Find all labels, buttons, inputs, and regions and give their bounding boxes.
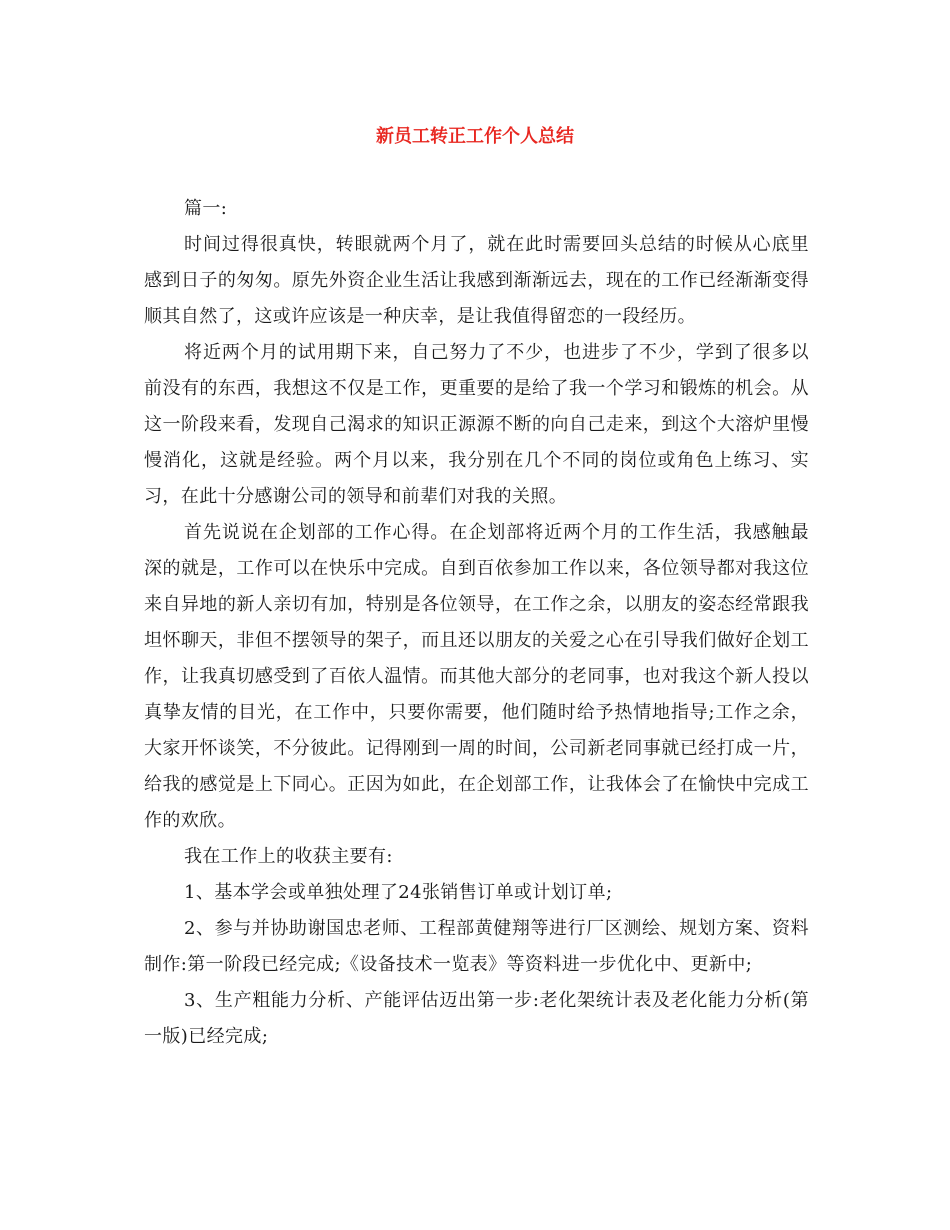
paragraph: 将近两个月的试用期下来，自己努力了不少，也进步了不少，学到了很多以前没有的东西，我想这不仅是工作，更重要的是给了我一个学习和锻炼的机会。从这一阶段来看，发现自己渴求的知识正源源不断的向自己走来，到这个大溶炉里慢慢消化，这就是经验。两个月以来，我分别在几个不同的岗位或角色上练习、实习，在此十分感谢公司的领导和前辈们对我的关照。 [144, 342, 809, 507]
section-heading: 篇一: [184, 198, 228, 219]
paragraph: 我在工作上的收获主要有: [184, 846, 393, 867]
list-item: 3、生产粗能力分析、产能评估迈出第一步:老化架统计表及老化能力分析(第一版)已经完成; [144, 990, 809, 1047]
list-item: 1、基本学会或单独处理了24张销售订单或计划订单; [184, 882, 613, 903]
paragraph: 时间过得很真快，转眼就两个月了，就在此时需要回头总结的时候从心底里感到日子的匆匆。原先外资企业生活让我感到渐渐远去，现在的工作已经渐渐变得顺其自然了，这或许应该是一种庆幸，是让我值得留恋的一段经历。 [144, 234, 809, 327]
paragraph: 首先说说在企划部的工作心得。在企划部将近两个月的工作生活，我感触最深的就是，工作可以在快乐中完成。自到百依参加工作以来，各位领导都对我这位来自异地的新人亲切有加，特别是各位领导，在工作之余，以朋友的姿态经常跟我坦怀聊天，非但不摆领导的架子，而且还以朋友的关爱之心在引导我们做好企划工作，让我真切感受到了百依人温情。而其他大部分的老同事，也对我这个新人投以真挚友情的目光，在工作中，只要你需要，他们随时给予热情地指导;工作之余，大家开怀谈笑，不分彼此。记得刚到一周的时间，公司新老同事就已经打成一片，给我的感觉是上下同心。正因为如此，在企划部工作，让我体会了在愉快中完成工作的欢欣。 [144, 522, 809, 831]
document-body [144, 191, 809, 1055]
document-title: 新员工转正工作个人总结 [376, 126, 574, 147]
list-item: 2、参与并协助谢国忠老师、工程部黄健翔等进行厂区测绘、规划方案、资料制作:第一阶段已经完成;《设备技术一览表》等资料进一步优化中、更新中; [144, 918, 809, 975]
